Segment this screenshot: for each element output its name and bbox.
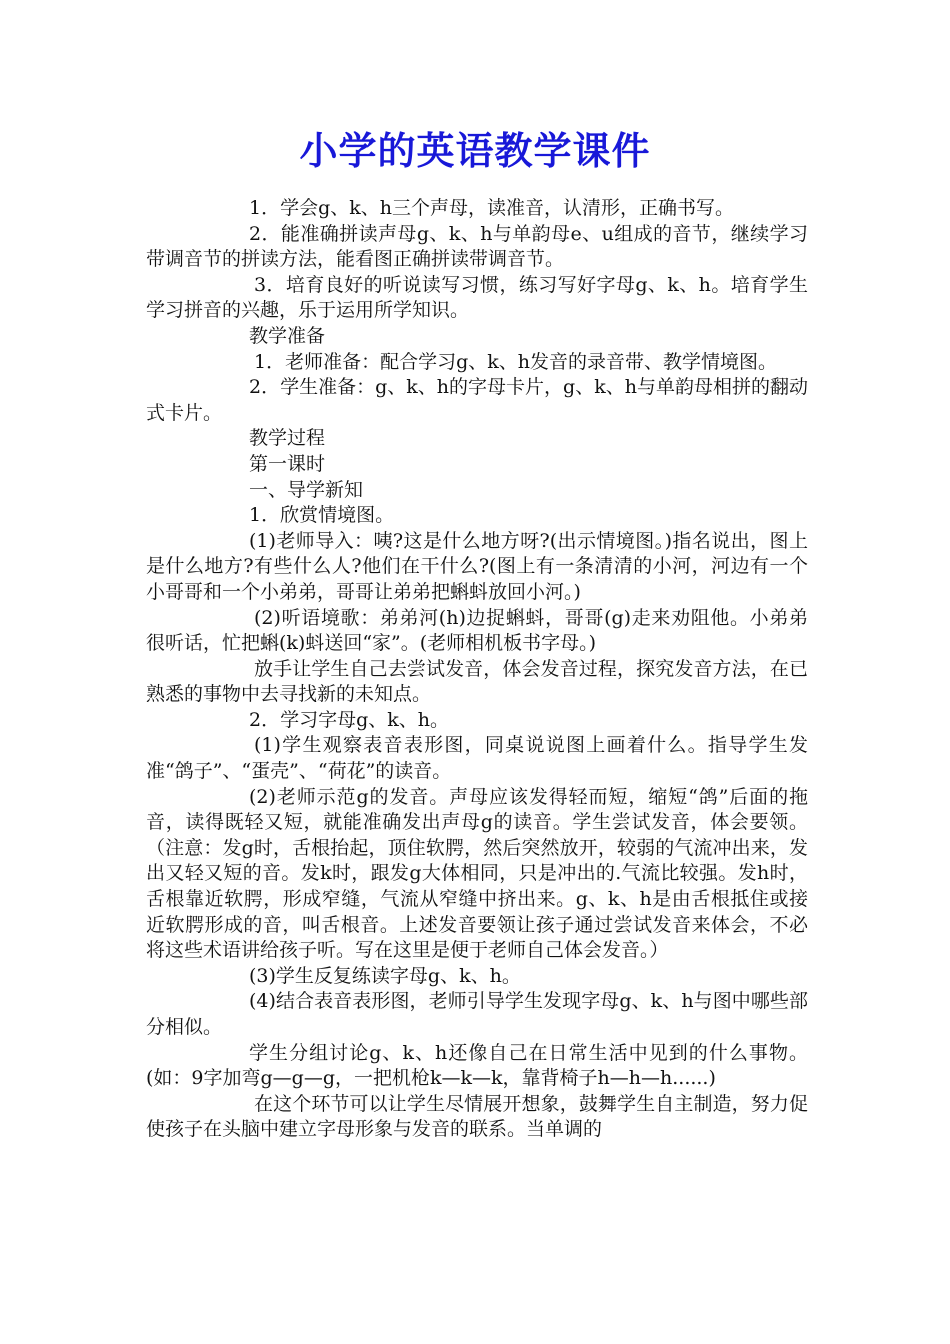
document-title: 小学的英语教学课件 <box>299 129 651 173</box>
paragraph: (1)学生观察表音表形图，同桌说说图上画着什么。指导学生发准“鸽子”、“蛋壳”、“荷花”的读音。 <box>146 734 808 783</box>
paragraph: 2．能准确拼读声母g、k、h与单韵母e、u组成的音节，继续学习带调音节的拼读方法，能看图正确拼读带调音节。 <box>146 222 808 271</box>
paragraph: 放手让学生自己去尝试发音，体会发音过程，探究发音方法，在已熟悉的事物中去寻找新的未知点。 <box>146 657 808 706</box>
paragraph: 1．欣赏情境图。 <box>249 504 395 527</box>
paragraph: (3)学生反复练读字母g、k、h。 <box>249 964 521 987</box>
paragraph: 教学准备 <box>249 324 326 347</box>
paragraph: 1．学会g、k、h三个声母，读准音，认清形，正确书写。 <box>249 197 735 219</box>
paragraph: 学生分组讨论g、k、h还像自己在日常生活中见到的什么事物。(如：9字加弯g—g—g，一把机枪k—k—k，靠背椅子h—h—h......) <box>146 1041 808 1090</box>
paragraph: 第一课时 <box>249 452 326 475</box>
paragraph: (2)老师示范g的发音。声母应该发得轻而短，缩短“鸽”后面的拖音，读得既轻又短，就能准确发出声母g的读音。学生尝试发音，体会要领。（注意：发g时，舌根抬起，顶住软腭，然后突然放开，较弱的气流冲出来，发出又轻又短的音。发k时，跟发g大体相同，只是冲出的.气流比较强。发h时，舌根靠近软腭，形成窄缝，气流从窄缝中挤出来。g、k、h是由舌根抵住或接近软腭形成的音，叫舌根音。上述发音要领让孩子通过尝试发音来体会，不必将这些术语讲给孩子听。写在这里是便于老师自己体会发音。） <box>146 785 808 962</box>
paragraph: (2)听语境歌：弟弟河(h)边捉蝌蚪，哥哥(g)走来劝阻他。小弟弟很听话，忙把蝌(k)蚪送回“家”。(老师相机板书字母。) <box>146 606 808 655</box>
document-body <box>146 196 808 1143</box>
paragraph: 在这个环节可以让学生尽情展开想象，鼓舞学生自主制造，努力促使孩子在头脑中建立字母形象与发音的联系。当单调的 <box>146 1092 808 1141</box>
paragraph: 教学过程 <box>249 427 326 450</box>
paragraph: 2．学生准备：g、k、h的字母卡片，g、k、h与单韵母相拼的翻动式卡片。 <box>146 376 808 424</box>
paragraph: 一、导学新知 <box>249 478 364 501</box>
paragraph: 1．老师准备：配合学习g、k、h发音的录音带、教学情境图。 <box>254 350 778 373</box>
paragraph: (4)结合表音表形图，老师引导学生发现字母g、k、h与图中哪些部分相似。 <box>146 990 808 1038</box>
paragraph: 3．培育良好的听说读写习惯，练习写好字母g、k、h。培育学生学习拼音的兴趣，乐于运用所学知识。 <box>146 273 808 322</box>
paragraph: (1)老师导入：咦?这是什么地方呀?(出示情境图。)指名说出，图上是什么地方?有些什么人?他们在干什么?(图上有一条清清的小河，河边有一个小哥哥和一个小弟弟，哥哥让弟弟把蝌蚪放回小河。) <box>146 529 808 603</box>
paragraph: 2．学习字母g、k、h。 <box>249 708 450 731</box>
